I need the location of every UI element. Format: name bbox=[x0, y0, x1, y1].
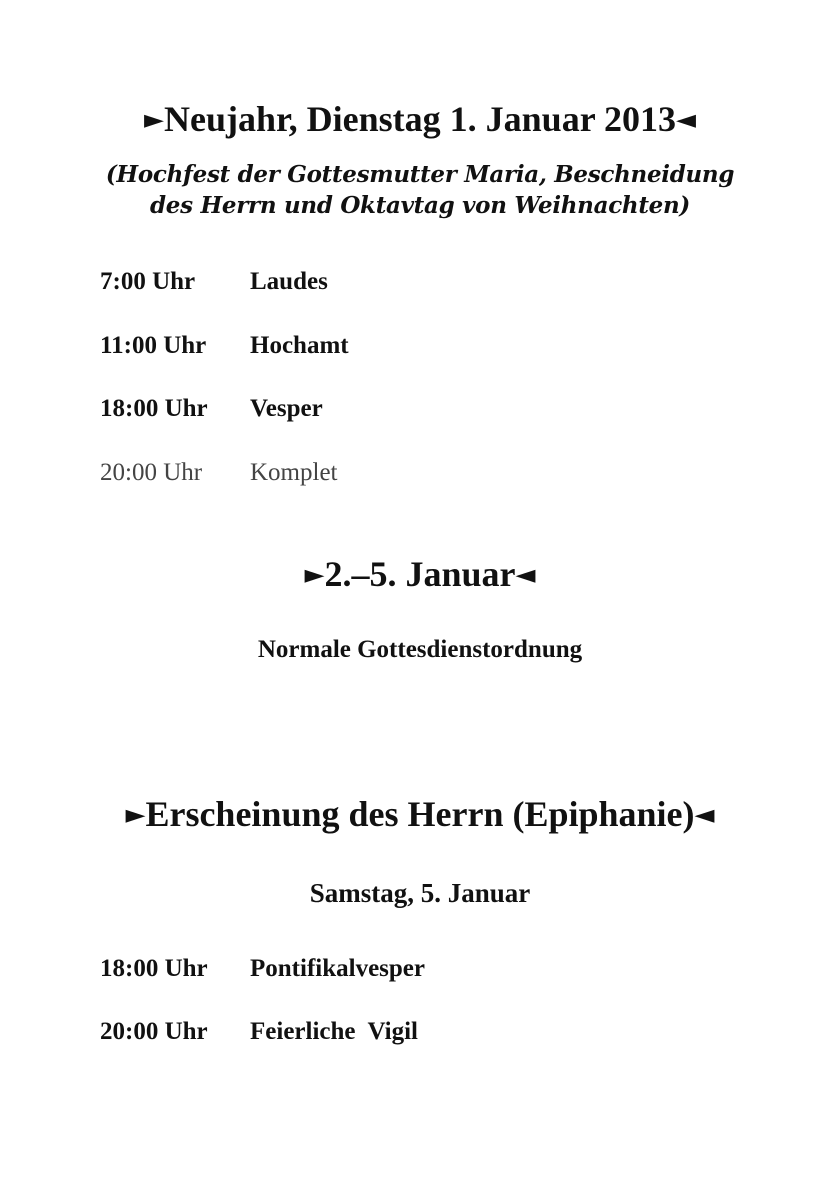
schedule-row bbox=[100, 268, 328, 296]
heading-epiphanie-text: Erscheinung des Herrn (Epiphanie) bbox=[145, 794, 695, 834]
schedule-time: 20:00 Uhr bbox=[100, 1018, 208, 1045]
schedule-row bbox=[100, 459, 338, 487]
schedule-row bbox=[100, 1018, 418, 1046]
note-januar: Normale Gottesdienstordnung bbox=[257, 636, 583, 663]
arrow-left-icon: ◄ bbox=[676, 105, 697, 135]
arrow-right-icon: ► bbox=[125, 800, 146, 830]
schedule-event: Laudes bbox=[250, 268, 328, 295]
schedule-row bbox=[100, 395, 323, 423]
schedule-event: Pontifikalvesper bbox=[250, 955, 425, 982]
schedule-time: 7:00 Uhr bbox=[100, 268, 196, 295]
heading-januar-text: 2.–5. Januar bbox=[324, 554, 516, 594]
subtitle-neujahr-line1: (Hochfest der Gottesmutter Maria, Beschneidung bbox=[105, 161, 735, 188]
heading-neujahr bbox=[0, 98, 840, 140]
arrow-left-icon: ◄ bbox=[694, 800, 715, 830]
schedule-row bbox=[100, 332, 349, 360]
heading-januar bbox=[0, 553, 840, 595]
schedule-time: 11:00 Uhr bbox=[100, 332, 207, 359]
schedule-time: 18:00 Uhr bbox=[100, 395, 208, 422]
schedule-event: Komplet bbox=[250, 459, 338, 486]
subtitle-neujahr-line2: des Herrn und Oktavtag von Weihnachten) bbox=[149, 192, 690, 219]
schedule-event: Feierliche Vigil bbox=[250, 1018, 419, 1045]
heading-neujahr-text: Neujahr, Dienstag 1. Januar 2013 bbox=[163, 99, 677, 139]
schedule-time: 18:00 Uhr bbox=[100, 955, 208, 982]
arrow-right-icon: ► bbox=[143, 105, 164, 135]
heading-epiphanie bbox=[0, 793, 840, 835]
schedule-event: Hochamt bbox=[250, 332, 349, 359]
schedule-row bbox=[100, 955, 425, 983]
day-heading-epiphanie: Samstag, 5. Januar bbox=[309, 878, 531, 908]
arrow-left-icon: ◄ bbox=[515, 560, 536, 590]
schedule-event: Vesper bbox=[250, 395, 323, 422]
arrow-right-icon: ► bbox=[304, 560, 325, 590]
schedule-time: 20:00 Uhr bbox=[100, 459, 203, 486]
